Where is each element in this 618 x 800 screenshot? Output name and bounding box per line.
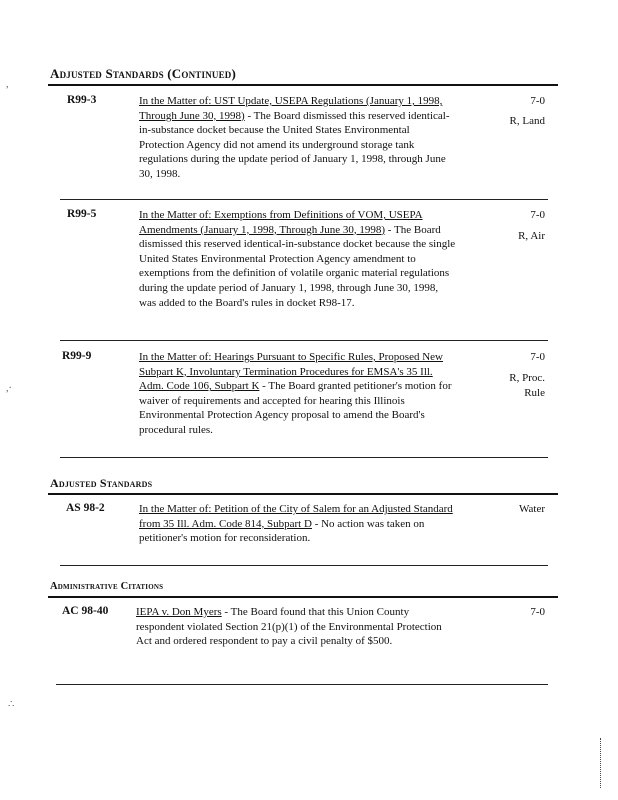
entry-divider (60, 457, 548, 458)
section-rule (48, 493, 558, 495)
scan-speck (600, 738, 603, 788)
section-rule (48, 84, 558, 86)
case-text: - The Board dismissed this reserved identical-in-substance docket because the single United States Environmental Protection Agency amendment to exemptions from the definition of volatile organic material regulations during the update period of January 1, 1998, through June 30, 1998, was added to the Board's rules in docket R98-17. (139, 223, 456, 309)
vote-count: 7-0 (530, 209, 545, 221)
case-text: - The Board granted petitioner's motion for waiver of requirements and accepted for hearing this Illinois Environmental Protection Agency proposal to amend the Board's procedural rules. (139, 380, 452, 436)
section-rule (48, 596, 558, 598)
vote-count: 7-0 (530, 95, 545, 107)
case-description (136, 605, 458, 649)
case-title: IEPA v. Don Myers (136, 606, 222, 618)
section-heading-adjusted-standards-continued: Adjusted Standards (Continued) (50, 66, 237, 81)
entry-divider (60, 565, 548, 566)
section-heading-adjusted-standards: Adjusted Standards (50, 476, 153, 490)
scan-speck: ∴ (8, 699, 15, 710)
case-id: AC 98-40 (62, 605, 109, 617)
scan-speck: ,· (6, 383, 12, 394)
case-title: In the Matter of: Exemptions from Definitions of VOM, USEPA Amendments (January 1, 1998, Through June 30, 1998) (139, 209, 423, 236)
case-category: Water (519, 503, 545, 515)
case-category: R, Land (509, 115, 545, 127)
vote-count: 7-0 (530, 606, 545, 618)
case-id: R99-9 (62, 350, 92, 362)
case-description (139, 208, 457, 310)
case-text: - The Board found that this Union County respondent violated Section 21(p)(1) of the Environmental Protection Act and ordered respondent to pay a civil penalty of $500. (136, 606, 442, 648)
case-id: R99-3 (67, 94, 97, 106)
vote-count: 7-0 (530, 351, 545, 363)
case-text: - No action was taken on petitioner's motion for reconsideration. (139, 517, 425, 545)
case-description (139, 502, 465, 546)
case-id: R99-5 (67, 208, 97, 220)
case-category: R, Proc. Rule (509, 372, 545, 399)
entry-divider (60, 340, 548, 341)
case-description (139, 350, 457, 438)
case-title: In the Matter of: Hearings Pursuant to Specific Rules, Proposed New Subpart K, Involuntary Termination Procedures for EMSA's 35 Ill. Adm. Code 106, Subpart K (139, 351, 443, 393)
entry-divider (60, 199, 548, 200)
entry-divider (56, 684, 548, 685)
scan-speck: , (6, 79, 9, 90)
case-id: AS 98-2 (66, 502, 105, 514)
case-category: R, Air (518, 230, 545, 242)
case-description (139, 94, 455, 182)
case-text: - The Board dismissed this reserved identical-in-substance docket because the United States Environmental Protection Agency did not amend its underground storage tank regulations during the update period of January 1, 1998, through June 30, 1998. (139, 109, 450, 180)
section-heading-administrative-citations: Administrative Citations (50, 581, 164, 592)
case-title: In the Matter of: UST Update, USEPA Regulations (January 1, 1998, Through June 30, 1998) (139, 95, 443, 122)
case-title: In the Matter of: Petition of the City of Salem for an Adjusted Standard from 35 Ill. Adm. Code 814, Subpart D (139, 503, 453, 530)
